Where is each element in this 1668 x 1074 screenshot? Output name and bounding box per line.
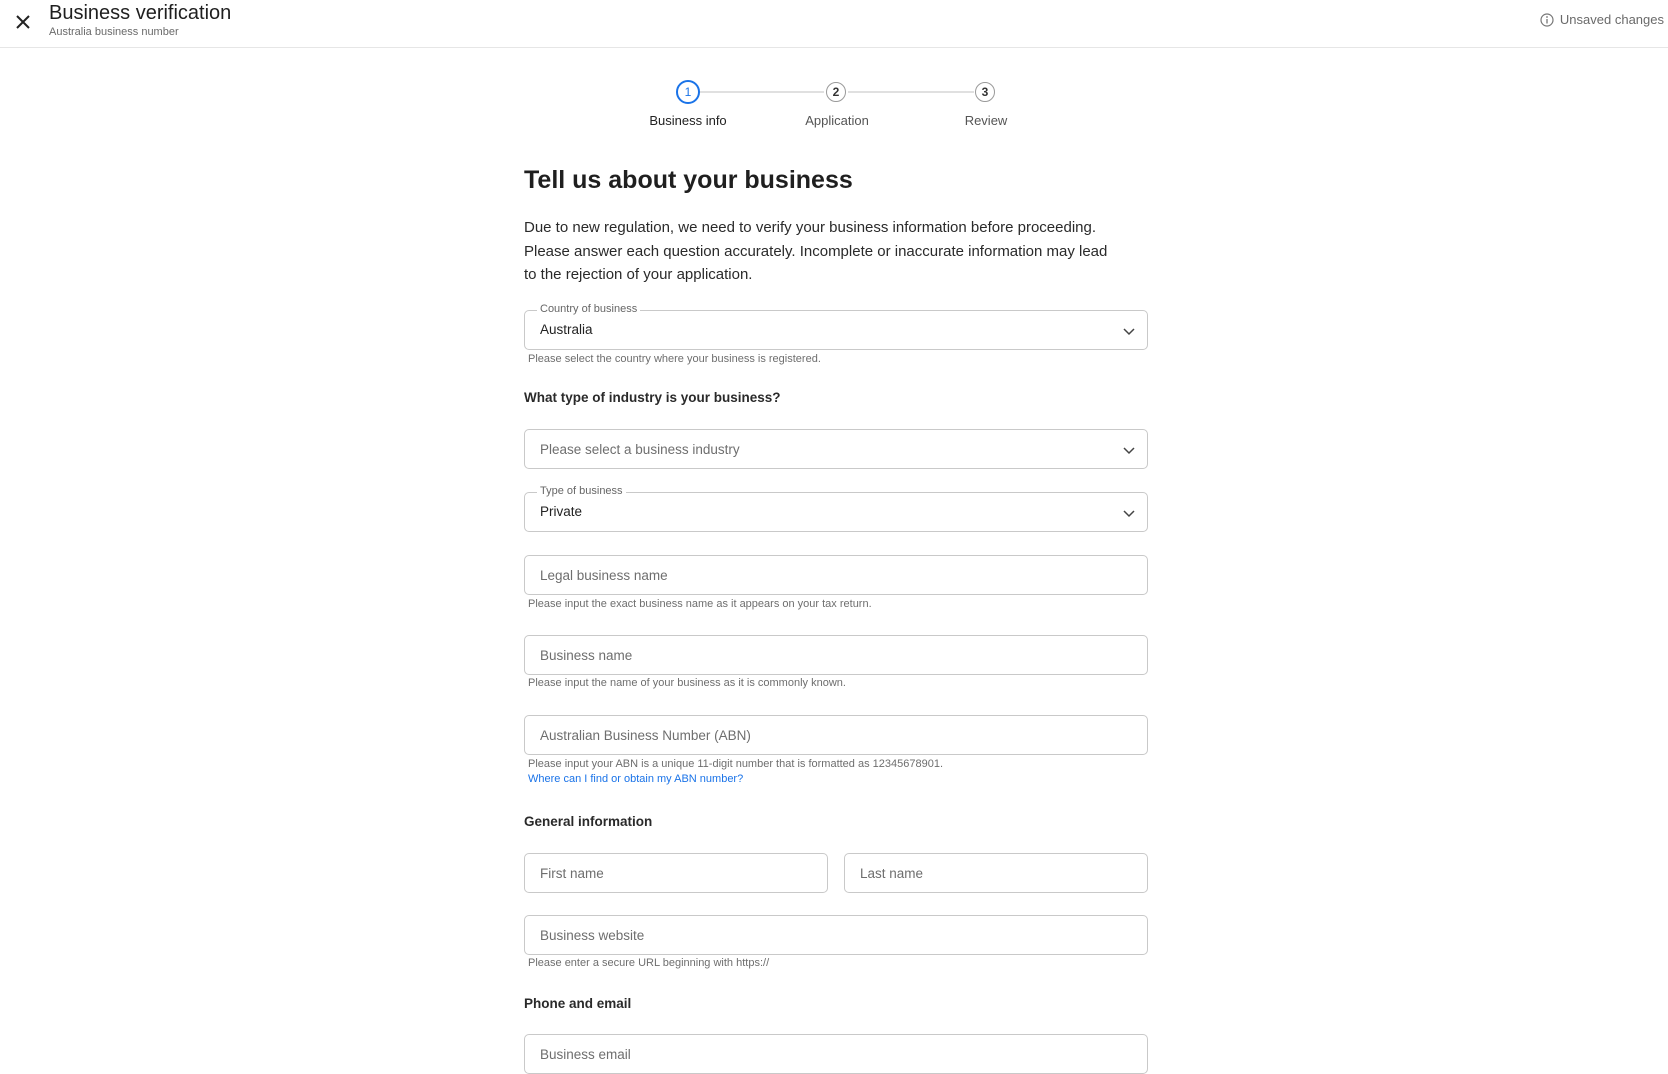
- general-info-heading: General information: [524, 814, 653, 829]
- stepper-connector: [700, 91, 824, 93]
- page-title: Business verification: [49, 2, 232, 24]
- business-website-helper: Please enter a secure URL beginning with https://: [528, 957, 770, 969]
- page-subtitle: Australia business number: [49, 26, 179, 38]
- business-name-input[interactable]: [524, 635, 1148, 675]
- top-bar: [0, 0, 1668, 48]
- business-type-label: Type of business: [537, 485, 626, 497]
- stepper-connector: [848, 91, 974, 93]
- industry-question: What type of industry is your business?: [524, 390, 781, 405]
- abn-helper: Please input your ABN is a unique 11-digit number that is formatted as 12345678901.: [528, 758, 944, 770]
- step-2-label[interactable]: Application: [805, 113, 869, 128]
- chevron-down-icon: [1121, 442, 1137, 458]
- legal-business-name-helper: Please input the exact business name as it appears on your tax return.: [528, 598, 872, 610]
- form-intro: Due to new regulation, we need to verify your business information before proceeding. Please answer each question accurately. Incomplete or inaccurate information may lead to the rejection of your application.: [524, 219, 1108, 283]
- unsaved-status: [1540, 12, 1664, 27]
- info-icon: [1540, 13, 1554, 27]
- first-name-input[interactable]: [524, 853, 828, 893]
- close-button[interactable]: [10, 9, 36, 35]
- legal-business-name-input[interactable]: [524, 555, 1148, 595]
- country-label: Country of business: [537, 303, 640, 315]
- last-name-input[interactable]: [844, 853, 1148, 893]
- form-title: Tell us about your business: [524, 166, 853, 194]
- close-icon: [15, 14, 31, 30]
- business-type-value: Private: [540, 504, 583, 519]
- business-type-select[interactable]: [524, 485, 1148, 532]
- phone-email-heading: Phone and email: [524, 996, 632, 1011]
- unsaved-label: Unsaved changes: [1559, 12, 1664, 27]
- step-1-label[interactable]: Business info: [649, 113, 727, 128]
- step-3-indicator[interactable]: 3: [975, 82, 995, 102]
- business-website-placeholder: Business website: [540, 928, 645, 943]
- business-name-helper: Please input the name of your business as it is commonly known.: [528, 677, 846, 689]
- abn-help-link[interactable]: Where can I find or obtain my ABN number?: [528, 773, 744, 785]
- step-2-indicator[interactable]: 2: [826, 82, 846, 102]
- country-select[interactable]: [524, 303, 1148, 350]
- industry-select[interactable]: [524, 429, 1148, 469]
- country-value: Australia: [540, 322, 593, 337]
- step-3-label[interactable]: Review: [964, 113, 1008, 128]
- legal-business-name-placeholder: Legal business name: [540, 568, 668, 583]
- chevron-down-icon: [1121, 505, 1137, 521]
- industry-placeholder: Please select a business industry: [540, 442, 740, 457]
- business-email-input[interactable]: [524, 1034, 1148, 1074]
- business-name-placeholder: Business name: [540, 648, 633, 663]
- chevron-down-icon: [1121, 323, 1137, 339]
- country-helper: Please select the country where your business is registered.: [528, 353, 821, 365]
- first-name-placeholder: First name: [540, 866, 604, 881]
- business-email-placeholder: Business email: [540, 1047, 631, 1062]
- business-website-input[interactable]: [524, 915, 1148, 955]
- abn-placeholder: Australian Business Number (ABN): [540, 728, 751, 743]
- step-1-indicator[interactable]: 1: [676, 80, 700, 104]
- abn-input[interactable]: [524, 715, 1148, 755]
- last-name-placeholder: Last name: [860, 866, 924, 881]
